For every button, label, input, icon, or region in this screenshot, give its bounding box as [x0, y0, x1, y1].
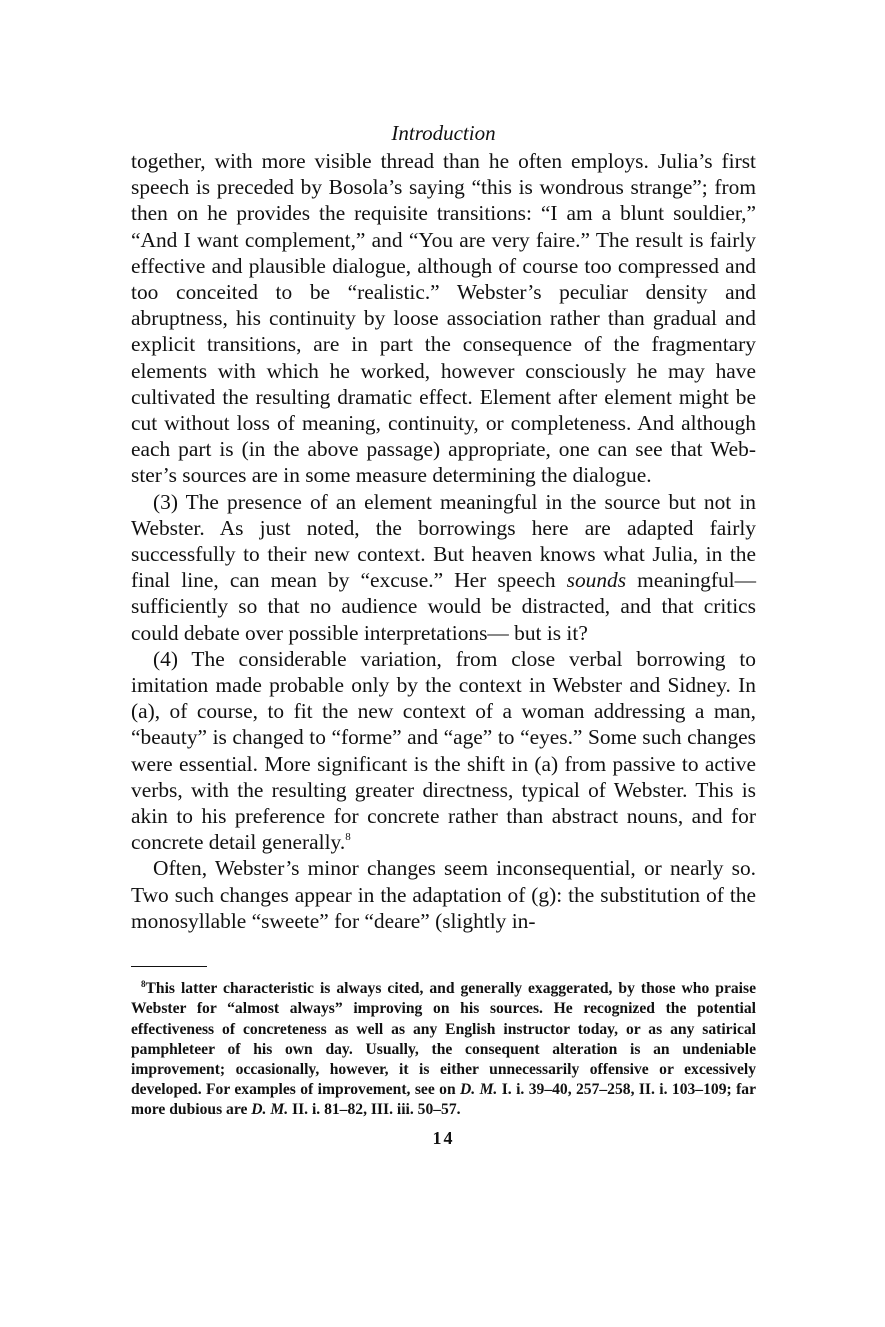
footnote-rule: [131, 966, 207, 967]
paragraph-point-3: [131, 489, 756, 646]
footnote-text: II. i. 81–82, III. iii. 50–57.: [288, 1101, 461, 1119]
paragraph-text: (4) The considerable variation, from close verbal borrowing to imitation made probable only by the context in Webster and Sidney. In (a), of course, to fit the new context of a woman addressing a man, “beauty” is changed to “forme” and “age” to “eyes.” Some such changes were essential. More significant is the shift in (a) from passive to active verbs, with the resulting greater directness, typical of Webster. This is akin to his preference for concrete rather than abstract nouns, and for concrete detail generally.: [131, 646, 756, 855]
footnote-marker: 8: [141, 979, 146, 990]
book-page: [131, 118, 756, 1149]
body-text: [131, 148, 756, 934]
paragraph-text: (3) The presence of an element meaningful in the source but not in Webster. As just noted, the borrowings here are adapted fairly successfully to their new context. But heaven knows what Julia, in the final line, can mean by “excuse.” Her speech: [131, 489, 756, 593]
paragraph-minor-changes: Often, Webster’s minor changes seem inconsequential, or nearly so. Two such changes appear in the adaptation of (g): the substitution of the monosyllable “sweete” for “deare” (slightly in-: [131, 856, 756, 933]
paragraph-text: meaningful—sufficiently so that no audience would be distracted, and that critics could debate over possible interpretations— but is it?: [131, 568, 756, 645]
paragraph-continuation: together, with more visible thread than he often employs. Julia’s first speech is preceded by Bosola’s saying “this is wondrous strange”; from then on he provides the requisite transitions: “I am a blunt souldier,” “And I want complement,” and “You are very faire.” The result is fairly effective and plausible dialogue, although of course too compressed and too conceited to be “realistic.” Webster’s peculiar density and abruptness, his continuity by loose association rather than gradual and explicit transitions, are in part the consequence of the fragmentary elements with which he worked, however consciously he may have cultivated the resulting dramatic effect. Element after element might be cut without loss of meaning, continuity, or completeness. And although each part is (in the above passage) appropriate, one can see that Webster’s sources are in some measure determining the dialogue.: [131, 149, 756, 488]
page-number: 14: [432, 1127, 455, 1148]
footnote-text: This latter characteristic is always cited, and generally exaggerated, by those who praise Webster for “almost always” improving on his sources. He recognized the potential effectiveness of concreteness as well as any English instructor today, or as any satirical pamphleteer of his own day. Usually, the consequent alteration is an undeniable improvement; occasionally, however, it is either unnecessarily offensive or excessively developed. For examples of improvement, see on: [131, 980, 756, 1099]
footnote-reference[interactable]: 8: [345, 831, 351, 844]
footnote-title-abbrev: D. M.: [460, 1081, 498, 1099]
running-head: Introduction: [391, 121, 496, 145]
paragraph-point-4: [131, 646, 756, 856]
footnote-title-abbrev: D. M.: [251, 1101, 289, 1119]
footnote: [131, 979, 756, 1120]
emphasis-word: sounds: [566, 568, 627, 593]
footnote-text: I. i. 39–40, 257–258, II. i. 103–109; far more dubious are: [131, 1081, 756, 1119]
